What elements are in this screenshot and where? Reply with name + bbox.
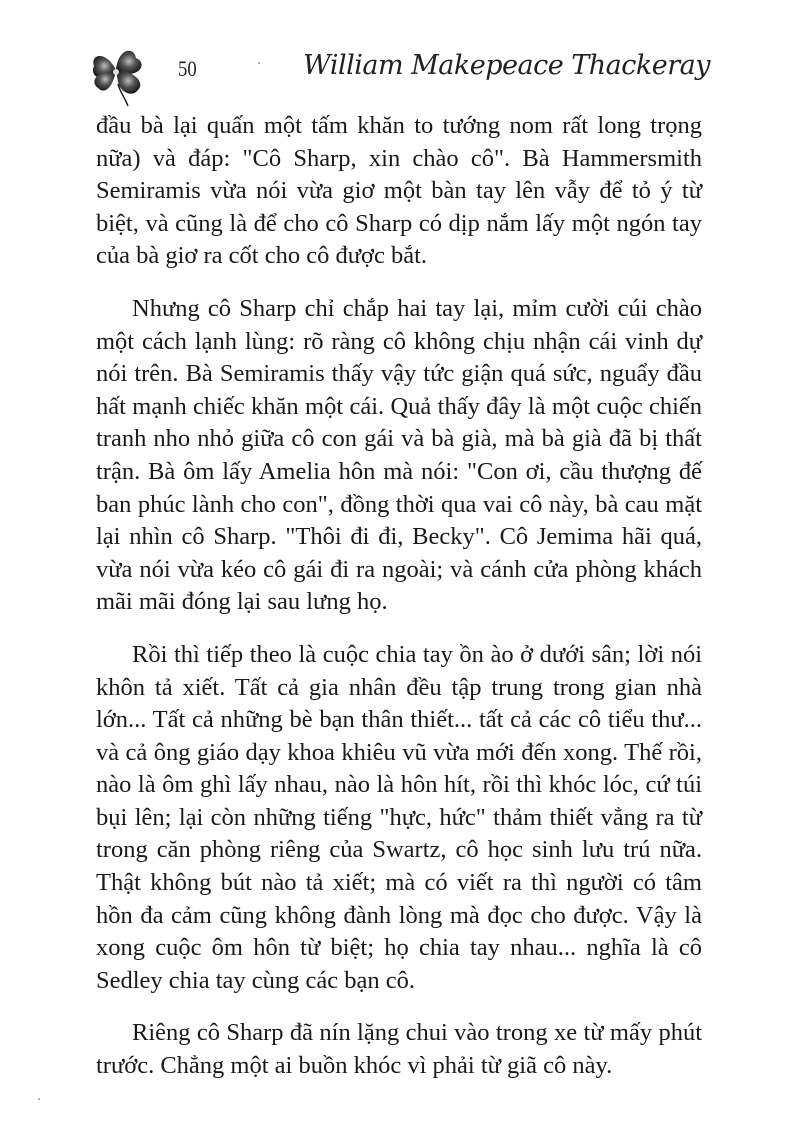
scan-speck bbox=[38, 1098, 40, 1100]
paragraph: đầu bà lại quấn một tấm khăn to tướng nom rất long trọng nữa) và đáp: "Cô Sharp, xin chào cô". Bà Hammersmith Semiramis vừa nói vừa giơ một bàn tay lên vẫy để tỏ ý từ biệt, và cũng là để cho cô Sharp có dịp nắm lấy một ngón tay của bà giơ ra cốt cho cô được bắt. bbox=[96, 112, 702, 270]
page-number: 50 bbox=[178, 56, 197, 81]
page-header bbox=[0, 0, 800, 110]
paragraph: Rồi thì tiếp theo là cuộc chia tay ồn ào ở dưới sân; lời nói khôn tả xiết. Tất cả gia nhân đều tập trung trong gian nhà lớn... Tất cả những bè bạn thân thiết... tất cả các cô tiểu thư... và cả ông giáo dạy khoa khiêu vũ vừa mới đến xong. Thế rồi, nào là ôm ghì lấy nhau, nào là hôn hít, rồi thì khóc lóc, cứ túi bụi lên; lại còn những tiếng "hực, hức" thảm thiết vẳng ra từ trong căn phòng riêng của Swartz, cô học sinh lưu trú nữa. Thật không bút nào tả xiết; mà có viết ra thì người có tâm hồn đa cảm cũng không đành lòng mà đọc cho được. Vậy là xong cuộc ôm hôn từ biệt; họ chia tay nhau... nghĩa là cô Sedley chia tay cùng các bạn cô. bbox=[96, 640, 702, 994]
scan-speck bbox=[258, 62, 260, 64]
body-text bbox=[96, 110, 702, 1103]
paragraph: Riêng cô Sharp đã nín lặng chui vào trong xe từ mấy phút trước. Chẳng một ai buồn khóc vì phải từ giã cô này. bbox=[96, 1019, 702, 1080]
paragraph: Nhưng cô Sharp chỉ chắp hai tay lại, mỉm cười cúi chào một cách lạnh lùng: rõ ràng cô không chịu nhận cái vinh dự nói trên. Bà Semiramis thấy vậy tức giận quá sức, nguẩy đầu hất mạnh chiếc khăn một cái. Quả thấy đây là một cuộc chiến tranh nho nhỏ giữa cô con gái và bà già, mà bà già đã bị thất trận. Bà ôm lấy Amelia hôn mà nói: "Con ơi, cầu thượng đế ban phúc lành cho con", đồng thời qua vai cô này, bà cau mặt lại nhìn cô Sharp. "Thôi đi đi, Becky". Cô Jemima hãi quá, vừa nói vừa kéo cô gái đi ra ngoài; và cánh cửa phòng khách mãi mãi đóng lại sau lưng họ. bbox=[96, 294, 702, 616]
clover-flower-icon bbox=[88, 44, 148, 108]
running-title: William Makepeace Thackeray bbox=[303, 50, 710, 81]
